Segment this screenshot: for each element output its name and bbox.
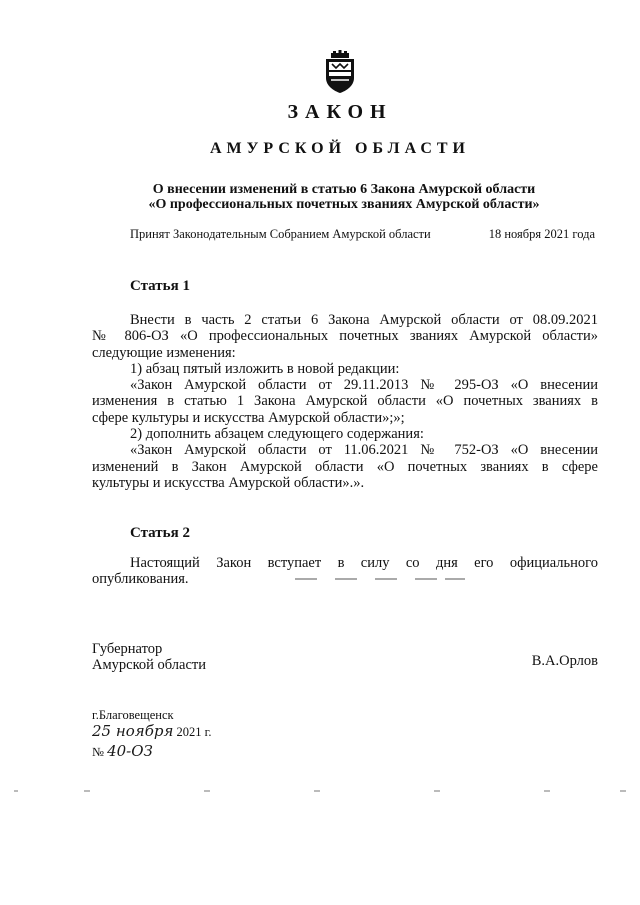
handwritten-number: 40-ОЗ bbox=[107, 742, 153, 760]
adopted-by: Принят Законодательным Собранием Амурской области bbox=[130, 227, 431, 241]
article-2-heading: Статья 2 bbox=[130, 525, 190, 541]
subject-line: О внесении изменений в статью 6 Закона Амурской области bbox=[152, 182, 536, 197]
adopted-date: 18 ноября 2021 года bbox=[488, 227, 595, 241]
text-line: «Закон Амурской области от 29.11.2013 № 295-ОЗ «О внесении bbox=[130, 377, 598, 394]
text-line: культуры и искусства Амурской области».». bbox=[92, 474, 365, 491]
text-line: 2) дополнить абзацем следующего содержания: bbox=[130, 426, 424, 443]
scan-dash-artifacts bbox=[295, 578, 465, 580]
text-line: следующие изменения: bbox=[92, 344, 236, 361]
law-subject bbox=[120, 182, 568, 212]
text-line: сфере культуры и искусства Амурской области»;»; bbox=[92, 409, 405, 426]
signer-position: Губернатор bbox=[92, 641, 163, 657]
amur-region-coat-of-arms-icon bbox=[318, 50, 362, 94]
text-line: изменения в статью 1 Закона Амурской области «О почетных званиях в bbox=[92, 393, 598, 410]
scan-dot-artifacts bbox=[14, 790, 626, 792]
signer-name: В.А.Орлов bbox=[531, 653, 598, 669]
law-title: ЗАКОН bbox=[287, 101, 393, 123]
signing-place: г.Благовещенск bbox=[92, 708, 174, 722]
article-1-heading: Статья 1 bbox=[130, 278, 190, 294]
region-title: АМУРСКОЙ ОБЛАСТИ bbox=[210, 140, 470, 157]
law-number bbox=[92, 742, 153, 760]
signing-year: 2021 г. bbox=[176, 725, 212, 739]
text-line: опубликования. bbox=[92, 571, 189, 588]
text-line: № 806-ОЗ «О профессиональных почетных званиях Амурской области» bbox=[92, 328, 598, 345]
text-line: «Закон Амурской области от 11.06.2021 № 752-ОЗ «О внесении bbox=[130, 442, 598, 459]
handwritten-date: 25 ноября bbox=[92, 722, 174, 740]
subject-line: «О профессиональных почетных званиях Амурской области» bbox=[148, 197, 540, 212]
number-sign: № bbox=[92, 745, 104, 759]
signing-date bbox=[92, 722, 211, 740]
article-1-text bbox=[92, 312, 598, 491]
signature-block bbox=[92, 641, 598, 673]
text-line: 1) абзац пятый изложить в новой редакции: bbox=[130, 360, 400, 377]
signer-position: Амурской области bbox=[92, 657, 206, 673]
adoption-info bbox=[130, 227, 595, 242]
text-line: изменений в Закон Амурской области «О почетных званиях в сфере bbox=[92, 458, 598, 475]
text-line: Внести в часть 2 статьи 6 Закона Амурской области от 08.09.2021 bbox=[130, 312, 598, 328]
article-2-text bbox=[92, 555, 598, 588]
text-line: Настоящий Закон вступает в силу со дня его официального bbox=[130, 555, 598, 571]
